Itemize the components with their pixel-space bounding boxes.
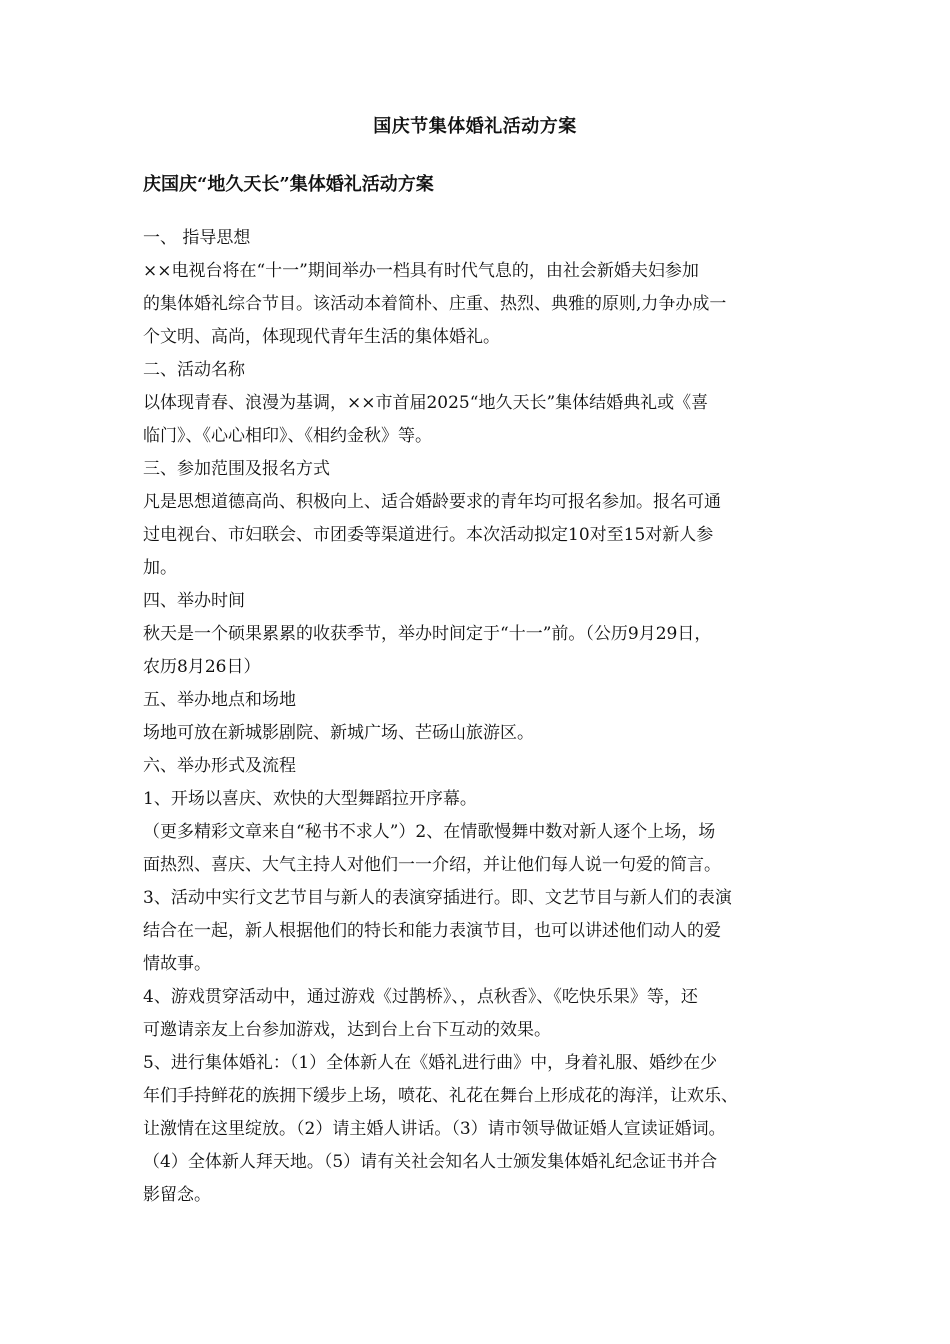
text-line: 五、举办地点和场地 xyxy=(143,690,296,710)
text-line: 六、举办形式及流程 xyxy=(143,756,296,776)
text-line: 临门》、《心心相印》、《相约金秋》等。 xyxy=(143,426,432,446)
text-line: 个文明、高尚，体现现代青年生活的集体婚礼。 xyxy=(143,327,500,347)
document-subtitle: 庆国庆“地久天长”集体婚礼活动方案 xyxy=(143,174,434,195)
text-line: 的集体婚礼综合节目。该活动本着简朴、庄重、热烈、典雅的原则,力争办成一 xyxy=(143,294,727,314)
text-line: 影留念。 xyxy=(143,1185,211,1205)
text-line: 三、参加范围及报名方式 xyxy=(143,459,330,479)
text-line: （更多精彩文章来自“秘书不求人”）2、在情歌慢舞中数对新人逐个上场，场 xyxy=(143,822,716,842)
text-line: 一、 指导思想 xyxy=(143,228,251,248)
text-line: ××电视台将在“十一”期间举办一档具有时代气息的，由社会新婚夫妇参加 xyxy=(143,261,699,281)
text-line: 以体现青春、浪漫为基调，××市首届2025“地久天长”集体结婚典礼或《喜 xyxy=(143,393,709,413)
text-line: 凡是思想道德高尚、积极向上、适合婚龄要求的青年均可报名参加。报名可通 xyxy=(143,492,721,512)
text-line: 5、进行集体婚礼：（1）全体新人在《婚礼进行曲》中，身着礼服、婚纱在少 xyxy=(143,1053,718,1073)
text-line: 结合在一起，新人根据他们的特长和能力表演节目，也可以讲述他们动人的爱 xyxy=(143,921,721,941)
text-line: 农历8月26日） xyxy=(143,657,261,677)
text-line: 1、开场以喜庆、欢快的大型舞蹈拉开序幕。 xyxy=(143,789,477,809)
text-line: 面热烈、喜庆、大气主持人对他们一一介绍，并让他们每人说一句爱的简言。 xyxy=(143,855,721,875)
document-body xyxy=(143,222,815,1212)
document-title: 国庆节集体婚礼活动方案 xyxy=(373,116,577,137)
text-line: 二、活动名称 xyxy=(143,360,245,380)
text-line: 让激情在这里绽放。（2）请主婚人讲话。（3）请市领导做证婚人宣读证婚词。 xyxy=(143,1119,726,1139)
text-line: 3、活动中实行文艺节目与新人的表演穿插进行。即、文艺节目与新人们的表演 xyxy=(143,888,732,908)
text-line: 四、举办时间 xyxy=(143,591,245,611)
text-line: 年们手持鲜花的族拥下缓步上场，喷花、礼花在舞台上形成花的海洋，让欢乐、 xyxy=(143,1086,738,1106)
text-line: 秋天是一个硕果累累的收获季节，举办时间定于“十一”前。（公历9月29日， xyxy=(143,624,712,644)
text-line: 过电视台、市妇联会、市团委等渠道进行。本次活动拟定10对至15对新人参 xyxy=(143,525,714,545)
text-line: 可邀请亲友上台参加游戏，达到台上台下互动的效果。 xyxy=(143,1020,551,1040)
text-line: 情故事。 xyxy=(143,954,211,974)
text-line: 4、游戏贯穿活动中，通过游戏《过鹊桥》、，点秋香》、《吃快乐果》等，还 xyxy=(143,987,698,1007)
text-line: （4）全体新人拜天地。（5）请有关社会知名人士颁发集体婚礼纪念证书并合 xyxy=(143,1152,718,1172)
text-line: 加。 xyxy=(143,558,177,578)
text-line: 场地可放在新城影剧院、新城广场、芒砀山旅游区。 xyxy=(143,723,534,743)
